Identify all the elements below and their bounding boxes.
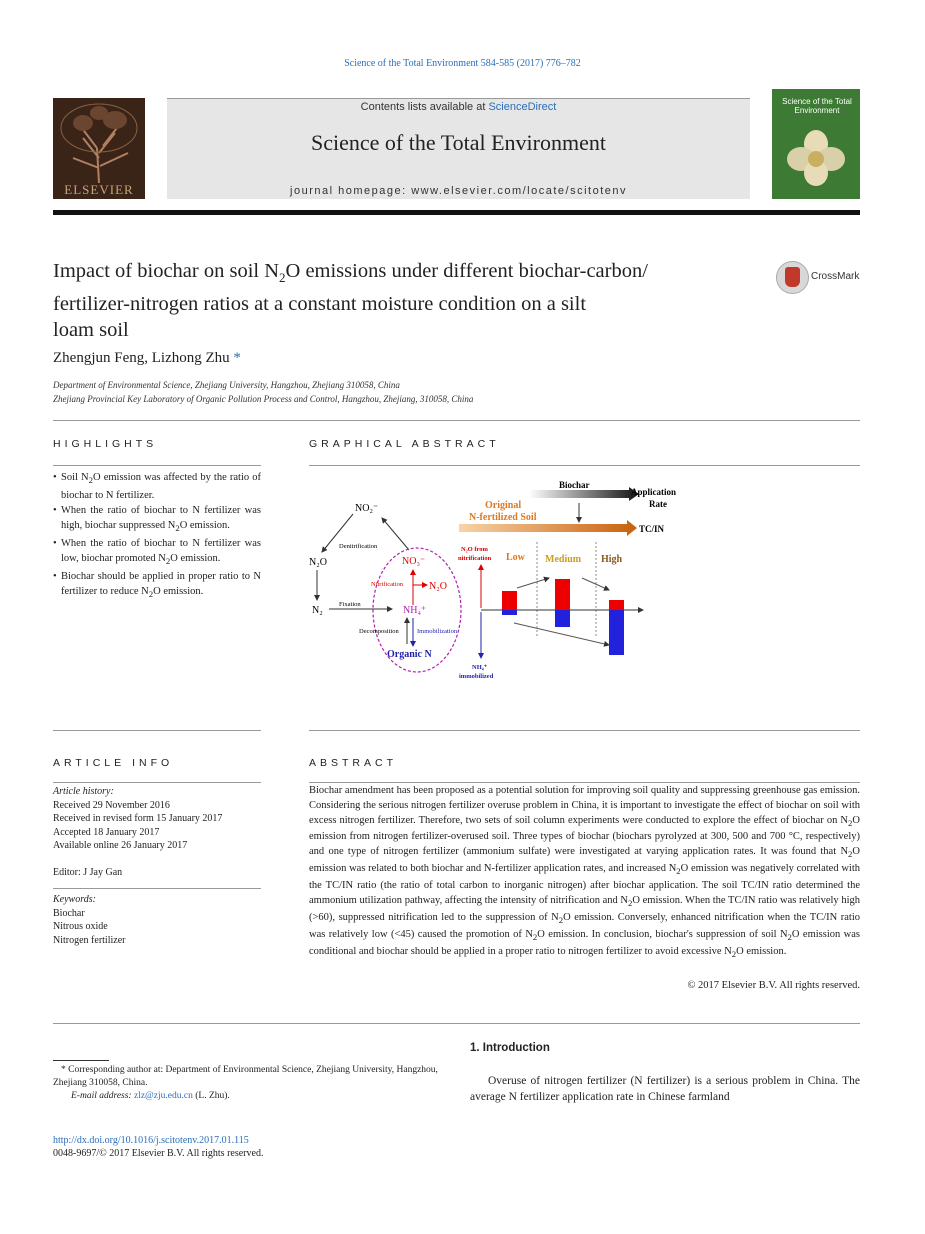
header-thick-rule bbox=[53, 210, 860, 215]
ga-nitrification: Nitrification bbox=[371, 581, 404, 588]
graphical-abstract-rule bbox=[309, 465, 860, 466]
ga-immobilization: Immobilization bbox=[417, 628, 458, 635]
ga-decomposition: Decomposition bbox=[359, 628, 399, 635]
ga-nh4-imm-2: immobilized bbox=[459, 673, 494, 680]
keywords bbox=[53, 893, 261, 947]
ga-nh4: NH₄⁺ bbox=[403, 605, 427, 616]
intro-heading: 1. Introduction bbox=[470, 1042, 550, 1054]
ga-n2: N₂ bbox=[312, 605, 323, 616]
email-label: E-mail address: bbox=[71, 1091, 134, 1101]
ga-bar-low-red bbox=[502, 591, 517, 610]
abstract-rule bbox=[309, 782, 860, 783]
footnote-corresponding: Corresponding author at: Department of Environmental Science, Zhejiang University, Hangzhou, Zhejiang 310058, China. bbox=[53, 1065, 438, 1088]
abstract-bottom-rule bbox=[53, 1023, 860, 1024]
article-info-top-rule bbox=[53, 730, 261, 731]
graphical-abstract-heading: GRAPHICAL ABSTRACT bbox=[309, 438, 500, 450]
cover-title: Science of the Total Environment bbox=[782, 97, 852, 115]
email-link[interactable]: zlz@zju.edu.cn bbox=[133, 1091, 193, 1101]
keywords-rule bbox=[53, 888, 261, 889]
highlights-heading: HIGHLIGHTS bbox=[53, 438, 158, 450]
highlight-item: • Biochar should be applied in proper ratio to N fertilizer to reduce $N_2O$ emission. bbox=[53, 569, 261, 602]
graphical-abstract-figure bbox=[309, 478, 709, 688]
contents-line bbox=[167, 101, 750, 113]
cover-flower-icon bbox=[786, 129, 846, 189]
title-subscript: 2 bbox=[279, 270, 286, 286]
history-received: Received 29 November 2016 bbox=[53, 799, 170, 811]
keyword: Biochar bbox=[53, 907, 85, 919]
highlight-item: • When the ratio of biochar to N fertilizer was low, biochar promoted $N_2O$ emission. bbox=[53, 536, 261, 569]
ga-low: Low bbox=[506, 552, 525, 563]
ga-n2o: N₂O bbox=[309, 557, 327, 568]
article-history bbox=[53, 785, 261, 879]
journal-cover bbox=[772, 89, 860, 199]
abstract-heading: ABSTRACT bbox=[309, 757, 398, 769]
ga-bar-medium-blue bbox=[555, 610, 570, 627]
ga-original-1: Original bbox=[485, 500, 522, 511]
highlights-rule bbox=[53, 465, 261, 466]
ga-no3: NO₃⁻ bbox=[402, 556, 426, 567]
ga-application-rate-1: Application bbox=[631, 487, 677, 497]
keywords-label: Keywords: bbox=[53, 894, 96, 905]
contents-prefix: Contents lists available at bbox=[360, 101, 489, 113]
ga-high: High bbox=[601, 554, 623, 565]
history-accepted: Accepted 18 January 2017 bbox=[53, 826, 160, 838]
editor: Editor: J Jay Gan bbox=[53, 866, 123, 878]
doi-link[interactable]: http://dx.doi.org/10.1016/j.scitotenv.2017.01.115 bbox=[53, 1135, 249, 1146]
crossmark-badge[interactable] bbox=[776, 261, 861, 293]
highlight-item: • When the ratio of biochar to N fertilizer was high, biochar suppressed $N_2O$ emission. bbox=[53, 503, 261, 536]
affiliation-rule bbox=[53, 420, 860, 421]
article-info-rule bbox=[53, 782, 261, 783]
journal-title: Science of the Total Environment bbox=[311, 130, 606, 155]
abstract-body: Biochar amendment has been proposed as a potential solution for improving soil quality and suppressing greenhouse gas emission. Considering the serious nitrogen fertilizer overuse problem in China, it is important to investigate the effect of biochar on soil with excess nitrogen fertilizer. Therefore, two sets of soil column experiments were conducted to explore the effect of biochar on $N_2O$ emission from nitrogen fertilizer-overused soil. Three types of biochar (biochars pyrolyzed at 300, 500 and 700 °C, respectively) and one type of nitrogen fertilizer (ammonium sulfate) were investigated at varying application rates. It was found that $N_2O$ emission was related to both biochar and N-fertilizer application rates, and increased $N_2O$ emission was negatively correlated with the TC/IN ratio (the ratio of total carbon to inorganic nitrogen) after biochar application. The soil TC/IN ratio determined the ammonium utilization pathway, affecting the intensity of nitrification and $N_2O$ emission. When the TC/IN ratio was relatively high (>60), suppressed nitrification led to the suppression of $N_2O$ emission. Conversely, enhanced nitrification when the TC/IN ratio was relatively low (<45) caused the promotion of $N_2O$ emission. In conclusion, biochar's suppression of soil $N_2O$ emission was conditional and biochar should be applied in a proper ratio to nitrogen fertilizer to avoid excessive $N_2O$ emission. bbox=[309, 785, 861, 959]
ga-tcin: TC/IN bbox=[639, 524, 665, 534]
journal-citation[interactable]: Science of the Total Environment 584-585 (2017) 776–782 bbox=[344, 58, 581, 69]
keyword: Nitrogen fertilizer bbox=[53, 934, 126, 946]
highlights-list bbox=[53, 470, 261, 602]
ga-arrow bbox=[517, 578, 549, 588]
abstract-copyright: © 2017 Elsevier B.V. All rights reserved. bbox=[687, 980, 860, 991]
ga-n2o-from-1: N₂O from bbox=[461, 546, 488, 553]
title-line3: loam soil bbox=[53, 319, 129, 342]
sciencedirect-link[interactable]: ScienceDirect bbox=[488, 101, 557, 113]
ga-bar-medium-red bbox=[555, 579, 570, 610]
title-line1-pre: Impact of biochar on soil N bbox=[53, 260, 280, 282]
ga-arrow bbox=[382, 518, 409, 550]
ga-biochar: Biochar bbox=[559, 480, 590, 490]
history-online: Available online 26 January 2017 bbox=[53, 840, 188, 851]
ga-bar-high-blue bbox=[609, 610, 624, 655]
title-line1-post: O emissions under different biochar-carbon/ bbox=[285, 260, 648, 282]
affiliation-2: Zhejiang Provincial Key Laboratory of Organic Pollution Process and Control, Hangzhou, Zhejiang, 310058, China bbox=[53, 394, 474, 404]
footnote-rule bbox=[53, 1060, 109, 1061]
elsevier-wordmark: ELSEVIER bbox=[64, 182, 134, 197]
email-suffix: (L. Zhu). bbox=[192, 1091, 230, 1101]
ga-original-2: N-fertilized Soil bbox=[469, 512, 537, 523]
ga-organic-n: Organic N bbox=[387, 649, 432, 660]
article-title bbox=[53, 258, 753, 343]
affiliation-1: Department of Environmental Science, Zhejiang University, Hangzhou, Zhejiang 310058, China bbox=[53, 380, 400, 390]
highlight-item: • Soil $N_2O$ emission was affected by the ratio of biochar to N fertilizer. bbox=[53, 470, 261, 503]
history-label: Article history: bbox=[53, 786, 114, 797]
footnote bbox=[53, 1064, 448, 1103]
journal-homepage[interactable]: journal homepage: www.elsevier.com/locate/scitotenv bbox=[290, 185, 627, 197]
ga-medium: Medium bbox=[545, 554, 582, 565]
crossmark-label: CrossMark bbox=[811, 271, 860, 282]
authors bbox=[53, 350, 241, 367]
history-revised: Received in revised form 15 January 2017 bbox=[53, 813, 223, 824]
crossmark-icon bbox=[776, 261, 809, 294]
masthead-top-rule bbox=[167, 98, 750, 99]
ga-bar-low-blue bbox=[502, 610, 517, 615]
article-info-heading: ARTICLE INFO bbox=[53, 757, 174, 769]
issn-line: 0048-9697/© 2017 Elsevier B.V. All rights reserved. bbox=[53, 1148, 264, 1159]
ga-denitrification: Denitrification bbox=[339, 543, 378, 550]
keyword: Nitrous oxide bbox=[53, 921, 108, 932]
intro-text: Overuse of nitrogen fertilizer (N fertilizer) is a serious problem in China. The average N fertilizer application rate in Chinese farmland bbox=[470, 1075, 860, 1103]
ga-bar-high-red bbox=[609, 600, 624, 610]
ga-fixation: Fixation bbox=[339, 601, 361, 608]
elsevier-logo bbox=[53, 98, 145, 199]
ga-no2: NO₂⁻ bbox=[355, 503, 379, 514]
abstract-top-rule bbox=[309, 730, 860, 731]
ga-n2o-from-2: nitrification bbox=[458, 555, 492, 562]
ga-nh4-imm-1: NH₄⁺ bbox=[472, 664, 488, 671]
ga-n2o-red: N₂O bbox=[429, 581, 447, 592]
bottom-doi-block bbox=[53, 1134, 263, 1160]
footnote-star: * bbox=[61, 1065, 66, 1075]
author-names: Zhengjun Feng, Lizhong Zhu bbox=[53, 350, 230, 366]
ga-application-rate-2: Rate bbox=[649, 499, 667, 509]
title-line2: fertilizer-nitrogen ratios at a constant moisture condition on a silt bbox=[53, 293, 587, 316]
corresponding-author-link[interactable]: * bbox=[233, 350, 241, 366]
